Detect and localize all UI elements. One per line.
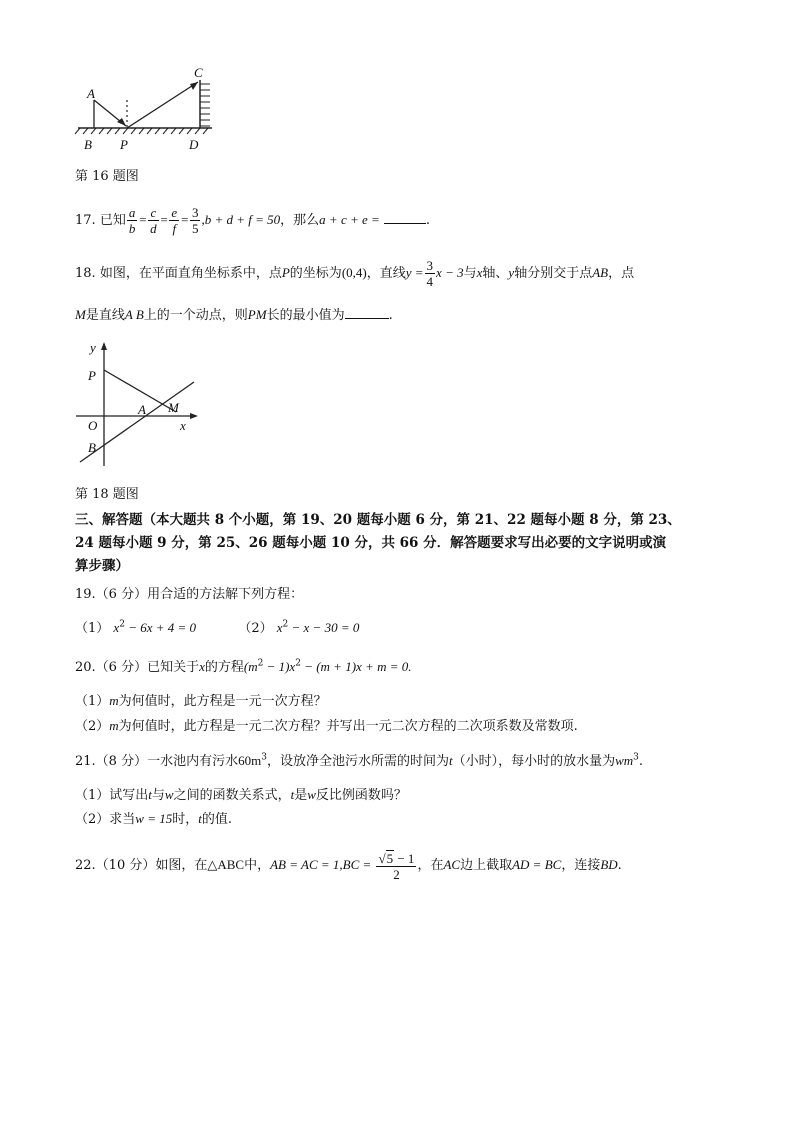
q20-m: m [109, 693, 119, 708]
frac-den: 4 [426, 274, 434, 289]
q17-frac-cd [148, 205, 159, 236]
q18-text: 轴、 [482, 266, 509, 281]
q18-eq-rest: x − 3 [436, 265, 464, 280]
q20-m: m [109, 718, 119, 733]
q21-w: w [164, 787, 174, 802]
q22-text: ，在 [417, 858, 444, 873]
q21-text: 反比例函数吗？ [315, 788, 407, 803]
frac-num: e [171, 205, 178, 220]
q20-part2-label: （2） [75, 719, 110, 734]
figure-16 [72, 60, 232, 160]
q20-eq: − (m + 1)x + m = 0. [300, 659, 412, 674]
q21-text: （小时），每小时的放水量为 [452, 754, 616, 769]
q17-number: 17. [75, 213, 96, 228]
q20-part1 [75, 691, 327, 712]
q18-coord: (0,4) [341, 265, 367, 280]
q17-frac-35 [190, 205, 201, 236]
q19-sup: 2 [119, 619, 125, 630]
q18-m: M [75, 307, 86, 322]
q20-text: 的方程 [204, 660, 244, 675]
q18-text: 是直线 [85, 308, 125, 323]
q18-ab: AB [592, 265, 609, 280]
q20-part1-text: 为何值时，此方程是一元一次方程？ [118, 694, 327, 709]
fig18-label-p: P [88, 368, 96, 383]
q18-text: 如图，在平面直角坐标系中，点 [99, 266, 282, 281]
fig16-label-p: P [120, 137, 128, 152]
q21-eq: w = 15 [135, 811, 173, 826]
q20-x: x [199, 659, 205, 674]
q22-bd: BD [600, 857, 618, 872]
figure-18 [76, 340, 206, 470]
q21-head [75, 751, 643, 772]
fig18-label-y: y [90, 340, 96, 355]
q18-text: ，点 [608, 266, 635, 281]
section3-line3: 算步骤） [75, 558, 129, 574]
q18-text: 上的一个动点，则 [143, 308, 248, 323]
q18-eq-y: y = [405, 265, 424, 280]
q21-text: 的值. [201, 812, 233, 827]
q20-eq: − 1)x [263, 659, 296, 674]
question-18-line2 [75, 304, 393, 326]
q21-part2 [75, 809, 232, 830]
question-17: 17. 已知 $\frac{a}{b}$ = $\frac{c}{d}$ = $\frac{e}{f}$ = $\frac{3}{5}$ ,b + d + f = 50，那么a + c + e = . [75, 205, 431, 236]
q22-triangle: △ABC [207, 857, 245, 872]
q22-text: 中， [244, 858, 271, 873]
frac-num: c [148, 205, 159, 221]
q17-lead: 已知 [99, 213, 126, 228]
q21-t: t [148, 787, 152, 802]
q18-pm: PM [247, 307, 267, 322]
q20-part1-label: （1） [75, 694, 110, 709]
fig18-label-a: A [138, 402, 146, 417]
figure-16-caption: 第 16 题图 [75, 169, 139, 184]
q21-text: 与 [151, 788, 165, 803]
q20-part2 [75, 716, 578, 737]
q17-frac-ab [127, 205, 138, 236]
q17-frac-ef [169, 205, 179, 236]
fig18-label-o: O [88, 418, 98, 433]
q18-text: 轴分别交于点 [514, 266, 593, 281]
q21-t: t [198, 811, 202, 826]
fig16-label-a: A [87, 86, 95, 101]
figure-18-caption: 第 18 题图 [75, 487, 139, 502]
q19-part2-eq-rest: − x − 30 = 0 [288, 620, 360, 635]
q19-part2-label: （2） [238, 621, 273, 636]
q17-condition: ,b + d + f = 50 [201, 212, 281, 227]
q18-number: 18. [75, 266, 96, 281]
q20-text: 20.（6 分）已知关于 [75, 660, 200, 675]
q22-end: . [617, 858, 622, 873]
q18-x: x [476, 265, 483, 280]
q21-text: 21.（8 分）一水池内有污水 [75, 754, 239, 769]
q19-parts [75, 618, 359, 639]
q21-volume: 60m [238, 753, 262, 768]
q19-part2-eq: x [276, 620, 283, 635]
figure-16-diagram [72, 60, 232, 160]
frac-den: 5 [191, 221, 199, 236]
q22-text: 边上截取 [460, 858, 513, 873]
q21-sup: 3 [633, 752, 639, 763]
q21-text: 之间的函数关系式， [173, 788, 291, 803]
q22-eq: AB = AC = 1,BC = [270, 857, 372, 872]
q18-text: 的坐标为 [289, 266, 342, 281]
q21-text: 时， [172, 812, 199, 827]
q19-part1-label: （1） [75, 621, 110, 636]
q17-ask-pre: ，那么 [280, 213, 320, 228]
q22-head [75, 848, 622, 883]
q22-eq2: AD = BC [512, 857, 562, 872]
q20-head [75, 657, 411, 678]
q19-sup: 2 [282, 619, 289, 630]
q17-ask: a + c + e = [319, 212, 380, 227]
q21-w: w [307, 787, 316, 802]
section3-line1: 三、解答题（本大题共 8 个小题，第 19、20 题每小题 6 分，第 21、22 题每小题 8 分，第 23、 [75, 512, 681, 528]
frac-num-tail: − 1 [394, 850, 415, 866]
fig16-label-d: D [189, 137, 199, 152]
sqrt-radicand: 5 [386, 850, 394, 866]
q21-t: t [290, 787, 295, 802]
q18-point-p: P [281, 265, 290, 280]
q17-end: . [425, 213, 431, 228]
fig18-label-x: x [180, 418, 186, 433]
frac-den: f [172, 221, 177, 236]
frac-num: 3 [191, 205, 199, 220]
frac-num: a [128, 205, 136, 220]
q21-text: ，设放净全池污水所需的时间为 [266, 754, 449, 769]
frac-den: b [128, 221, 136, 236]
q20-eq: (m [243, 659, 258, 674]
q18-frac [425, 258, 436, 289]
q18-ab2: A B [124, 307, 144, 322]
q20-part2-text: 为何值时，此方程是一元二次方程？并写出一元二次方程的二次项系数及常数项. [118, 719, 578, 734]
fig16-label-c: C [194, 65, 203, 80]
q21-sup: 3 [261, 752, 267, 763]
q18-text: 长的最小值为 [266, 308, 345, 323]
frac-den: d [150, 221, 157, 236]
q22-frac [376, 850, 416, 882]
section3-line2: 24 题每小题 9 分，第 25、26 题每小题 10 分，共 66 分．解答题要求写出必要的文字说明或演 [75, 535, 667, 551]
frac-den: 2 [393, 866, 400, 882]
q19-part1-eq: x [113, 620, 120, 635]
q19-head: 19.（6 分）用合适的方法解下列方程： [75, 587, 304, 602]
question-18-line1 [75, 258, 634, 289]
q18-text: 与 [463, 266, 477, 281]
q21-w: wm [615, 753, 634, 768]
q18-end: . [388, 308, 393, 323]
fig18-label-b: B [88, 440, 96, 455]
frac-num: 3 [426, 258, 434, 273]
q18-text: ，直线 [366, 266, 406, 281]
q21-part1 [75, 785, 407, 806]
q22-ac: AC [443, 857, 461, 872]
q21-t: t [448, 753, 453, 768]
q22-text: 22.（10 分）如图，在 [75, 858, 208, 873]
fig18-label-m: M [168, 400, 179, 415]
q19-part1-eq-rest: − 6x + 4 = 0 [124, 620, 197, 635]
q21-text: 是 [294, 788, 308, 803]
q20-sup: 2 [257, 658, 264, 669]
q18-answer-blank [345, 304, 389, 319]
fig16-label-b: B [84, 137, 92, 152]
q21-part1-label: （1）试写出 [75, 788, 149, 803]
q20-sup: 2 [295, 658, 301, 669]
q21-part2-label: （2）求当 [75, 812, 136, 827]
q22-text: ，连接 [561, 858, 601, 873]
q17-answer-blank [384, 209, 426, 224]
frac-num: √5 − 1 [378, 850, 415, 866]
q21-text: . [638, 754, 644, 769]
q18-y: y [508, 265, 515, 280]
